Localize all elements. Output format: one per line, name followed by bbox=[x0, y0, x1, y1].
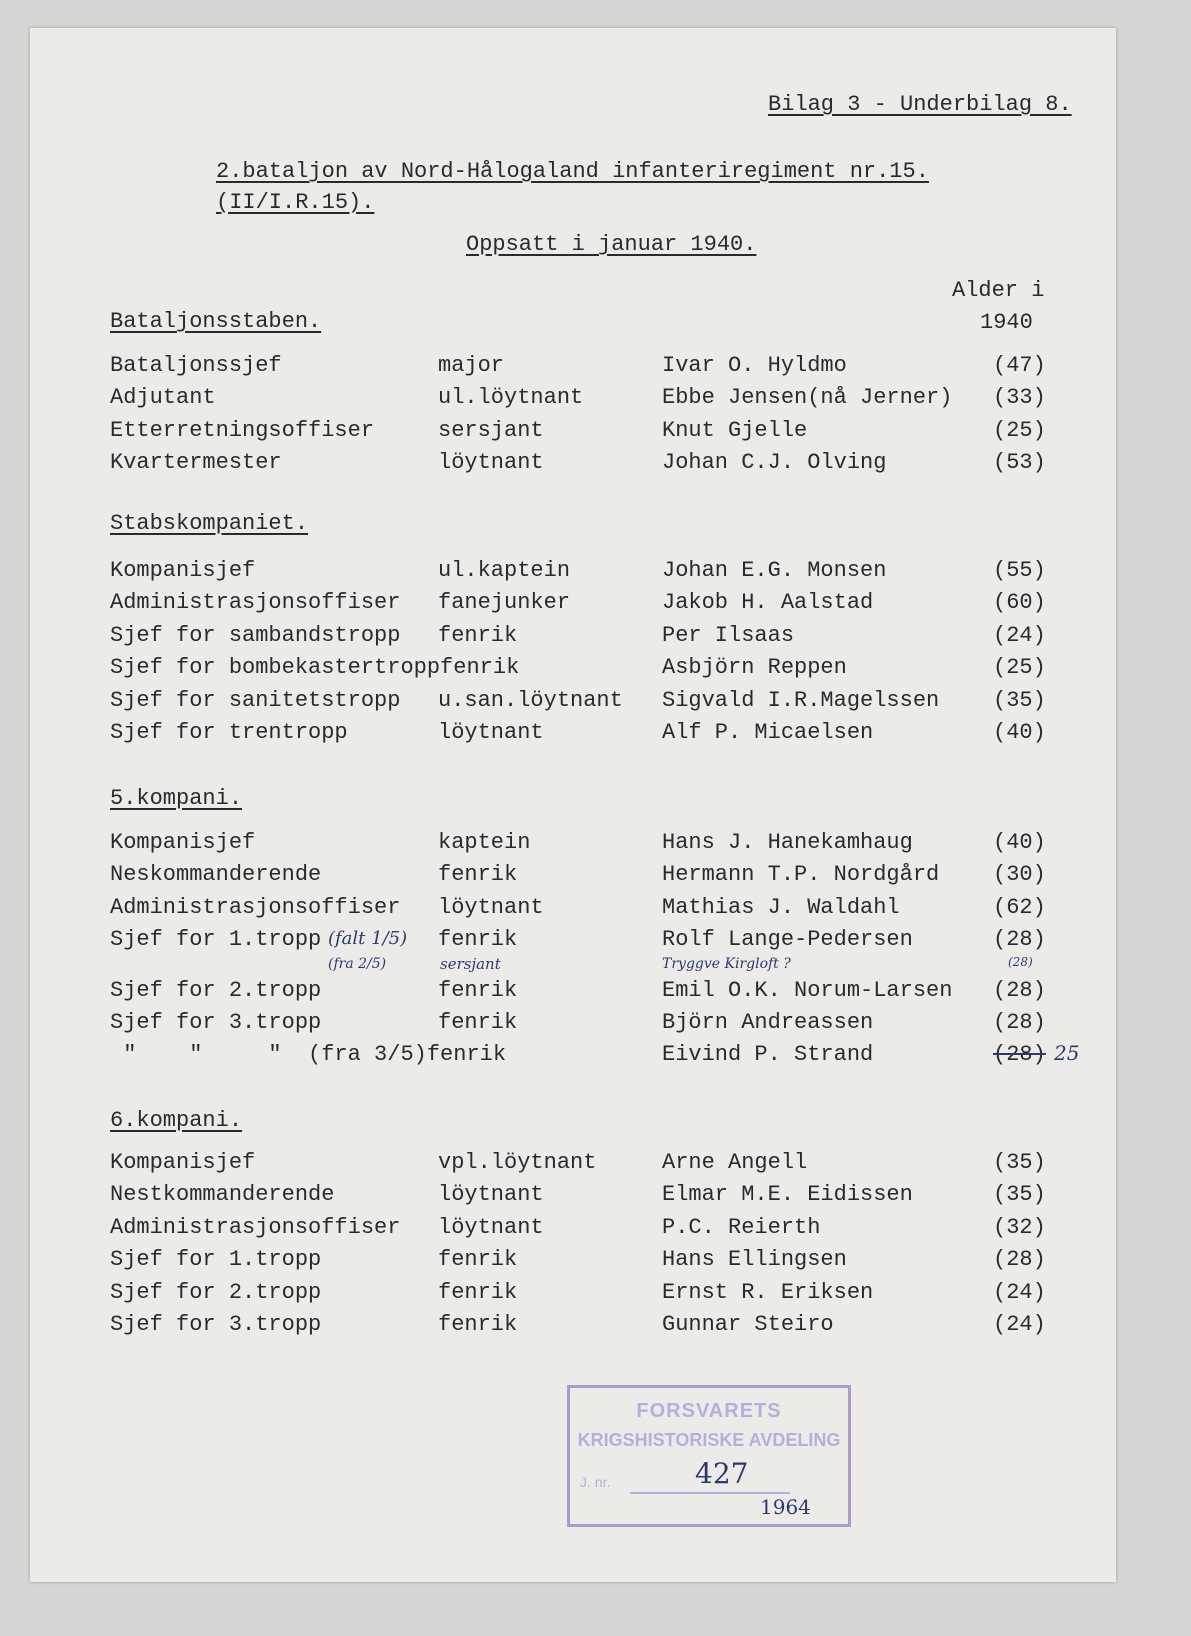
roster-rank: löytnant bbox=[438, 450, 544, 476]
section-heading: Bataljonsstaben. bbox=[110, 309, 322, 334]
handwritten-age: (28) bbox=[1008, 955, 1033, 969]
roster-name: P.C. Reierth bbox=[662, 1214, 821, 1240]
roster-name: Johan E.G. Monsen bbox=[662, 558, 887, 583]
roster-name: Gunnar Steiro bbox=[662, 1312, 834, 1337]
roster-age: (30) bbox=[993, 862, 1046, 888]
roster-role: Sjef for 1.tropp bbox=[110, 1247, 322, 1273]
roster-name: Per Ilsaas bbox=[662, 622, 795, 648]
roster-rank: löytnant bbox=[438, 1182, 544, 1208]
roster-rank: major bbox=[438, 353, 505, 378]
roster-name: Elmar M.E. Eidissen bbox=[662, 1182, 913, 1208]
roster-role: Administrasjonsoffiser bbox=[110, 894, 401, 920]
roster-name: Rolf Lange-Pedersen bbox=[662, 927, 913, 953]
roster-name: Alf P. Micaelsen bbox=[662, 720, 874, 745]
age-column-year: 1940 bbox=[980, 310, 1033, 335]
roster-rank: kaptein bbox=[438, 830, 531, 855]
section-heading: 5.kompani. bbox=[110, 786, 243, 811]
roster-rank: ul.kaptein bbox=[438, 558, 571, 583]
stamp-line1: FORSVARETS bbox=[636, 1400, 782, 1422]
roster-age: (28) bbox=[993, 1010, 1046, 1035]
roster-name: Emil O.K. Norum-Larsen bbox=[662, 977, 953, 1003]
roster-rank: fenrik bbox=[438, 1279, 518, 1305]
roster-name: Asbjörn Reppen bbox=[662, 655, 847, 681]
roster-rank: ul.löytnant bbox=[438, 385, 584, 411]
stamp-year: 1964 bbox=[760, 1495, 811, 1519]
roster-age: (24) bbox=[993, 1312, 1046, 1337]
annex-label: Bilag 3 - Underbilag 8. bbox=[768, 92, 1072, 117]
roster-role: Sjef for 2.tropp bbox=[110, 1279, 322, 1305]
roster-name: Sigvald I.R.Magelssen bbox=[662, 687, 940, 713]
document-title-abbrev: (II/I.R.15). bbox=[216, 190, 375, 215]
roster-age: (47) bbox=[993, 353, 1046, 378]
roster-name: Ernst R. Eriksen bbox=[662, 1279, 874, 1305]
roster-rank: sersjant bbox=[438, 417, 544, 443]
roster-role: Bataljonssjef bbox=[110, 353, 282, 378]
roster-age: (60) bbox=[993, 590, 1046, 616]
roster-role: " " " (fra 3/5)fenrik bbox=[110, 1042, 507, 1068]
roster-age: (25) bbox=[993, 417, 1046, 443]
document-subtitle: Oppsatt i januar 1940. bbox=[466, 232, 757, 257]
roster-role: Kompanisjef bbox=[110, 830, 256, 855]
roster-role: Sjef for sanitetstropp bbox=[110, 687, 401, 713]
section-heading: Stabskompaniet. bbox=[110, 511, 309, 536]
roster-age: (28) bbox=[993, 1247, 1046, 1273]
roster-age: (28) bbox=[993, 1042, 1046, 1068]
handwritten-fra: (fra 2/5) bbox=[328, 956, 387, 972]
roster-role: Neskommanderende bbox=[110, 862, 322, 888]
roster-name: Hans Ellingsen bbox=[662, 1247, 847, 1273]
roster-name: Johan C.J. Olving bbox=[662, 450, 887, 476]
roster-name: Arne Angell bbox=[662, 1150, 808, 1175]
handwritten-age-corrected: 25 bbox=[1054, 1041, 1080, 1065]
roster-role: Etterretningsoffiser bbox=[110, 417, 375, 443]
roster-role: Adjutant bbox=[110, 385, 216, 411]
handwritten-sersjant: sersjant bbox=[440, 955, 501, 973]
roster-rank: fanejunker bbox=[438, 590, 571, 616]
roster-name: Eivind P. Strand bbox=[662, 1042, 874, 1068]
roster-role: Sjef for 3.tropp bbox=[110, 1312, 322, 1337]
roster-name: Hermann T.P. Nordgård bbox=[662, 862, 940, 888]
roster-role: Sjef for 3.tropp bbox=[110, 1010, 322, 1035]
roster-rank: fenrik bbox=[438, 862, 518, 888]
stamp-number: 427 bbox=[695, 1457, 749, 1490]
roster-age: (35) bbox=[993, 1182, 1046, 1208]
roster-role: Kvartermester bbox=[110, 450, 282, 476]
roster-age: (40) bbox=[993, 720, 1046, 745]
roster-role: Kompanisjef bbox=[110, 1150, 256, 1175]
roster-rank: fenrik bbox=[438, 1247, 518, 1273]
roster-role: Sjef for trentropp bbox=[110, 720, 348, 745]
roster-rank: fenrik bbox=[438, 1010, 518, 1035]
roster-rank: löytnant bbox=[438, 720, 544, 745]
roster-rank: fenrik bbox=[438, 622, 518, 648]
roster-name: Knut Gjelle bbox=[662, 417, 808, 443]
roster-rank: löytnant bbox=[438, 894, 544, 920]
roster-age: (24) bbox=[993, 622, 1046, 648]
roster-role: Sjef for bombekastertroppfenrik bbox=[110, 655, 520, 681]
roster-role: Administrasjonsoffiser bbox=[110, 590, 401, 616]
handwritten-falt: (falt 1/5) bbox=[328, 928, 408, 949]
roster-name: Jakob H. Aalstad bbox=[662, 590, 874, 616]
roster-name: Mathias J. Waldahl bbox=[662, 894, 900, 920]
stamp-jnr-label: J. nr. bbox=[580, 1474, 611, 1490]
roster-age: (35) bbox=[993, 687, 1046, 713]
section-heading: 6.kompani. bbox=[110, 1108, 243, 1133]
roster-age: (62) bbox=[993, 894, 1046, 920]
roster-role: Sjef for 2.tropp bbox=[110, 977, 322, 1003]
roster-age: (40) bbox=[993, 830, 1046, 855]
roster-age: (25) bbox=[993, 655, 1046, 681]
document-title: 2.bataljon av Nord-Hålogaland infanteriregiment nr.15. bbox=[216, 159, 929, 184]
archive-stamp bbox=[567, 1385, 851, 1527]
roster-age: (33) bbox=[993, 385, 1046, 411]
handwritten-replacement-name: Tryggve Kirgloft ? bbox=[662, 956, 791, 972]
roster-age: (24) bbox=[993, 1279, 1046, 1305]
roster-rank: löytnant bbox=[438, 1214, 544, 1240]
roster-age: (53) bbox=[993, 450, 1046, 476]
roster-rank: u.san.löytnant bbox=[438, 687, 623, 713]
roster-role: Administrasjonsoffiser bbox=[110, 1214, 401, 1240]
stamp-line2: KRIGSHISTORISKE AVDELING bbox=[577, 1430, 841, 1450]
roster-age: (28) bbox=[993, 927, 1046, 953]
roster-name: Björn Andreassen bbox=[662, 1010, 874, 1035]
roster-role: Sjef for sambandstropp bbox=[110, 622, 401, 648]
roster-name: Hans J. Hanekamhaug bbox=[662, 830, 913, 855]
roster-role: Nestkommanderende bbox=[110, 1182, 335, 1208]
roster-name: Ivar O. Hyldmo bbox=[662, 353, 847, 378]
roster-rank: vpl.löytnant bbox=[438, 1150, 597, 1175]
roster-rank: fenrik bbox=[438, 927, 518, 953]
roster-age: (35) bbox=[993, 1150, 1046, 1175]
roster-name: Ebbe Jensen(nå Jerner) bbox=[662, 385, 953, 411]
roster-age: (28) bbox=[993, 977, 1046, 1003]
roster-role: Kompanisjef bbox=[110, 558, 256, 583]
roster-rank: fenrik bbox=[438, 1312, 518, 1337]
roster-role: Sjef for 1.tropp bbox=[110, 927, 322, 953]
roster-age: (55) bbox=[993, 558, 1046, 583]
age-column-label: Alder i bbox=[952, 278, 1045, 303]
roster-rank: fenrik bbox=[438, 977, 518, 1003]
roster-age: (32) bbox=[993, 1214, 1046, 1240]
